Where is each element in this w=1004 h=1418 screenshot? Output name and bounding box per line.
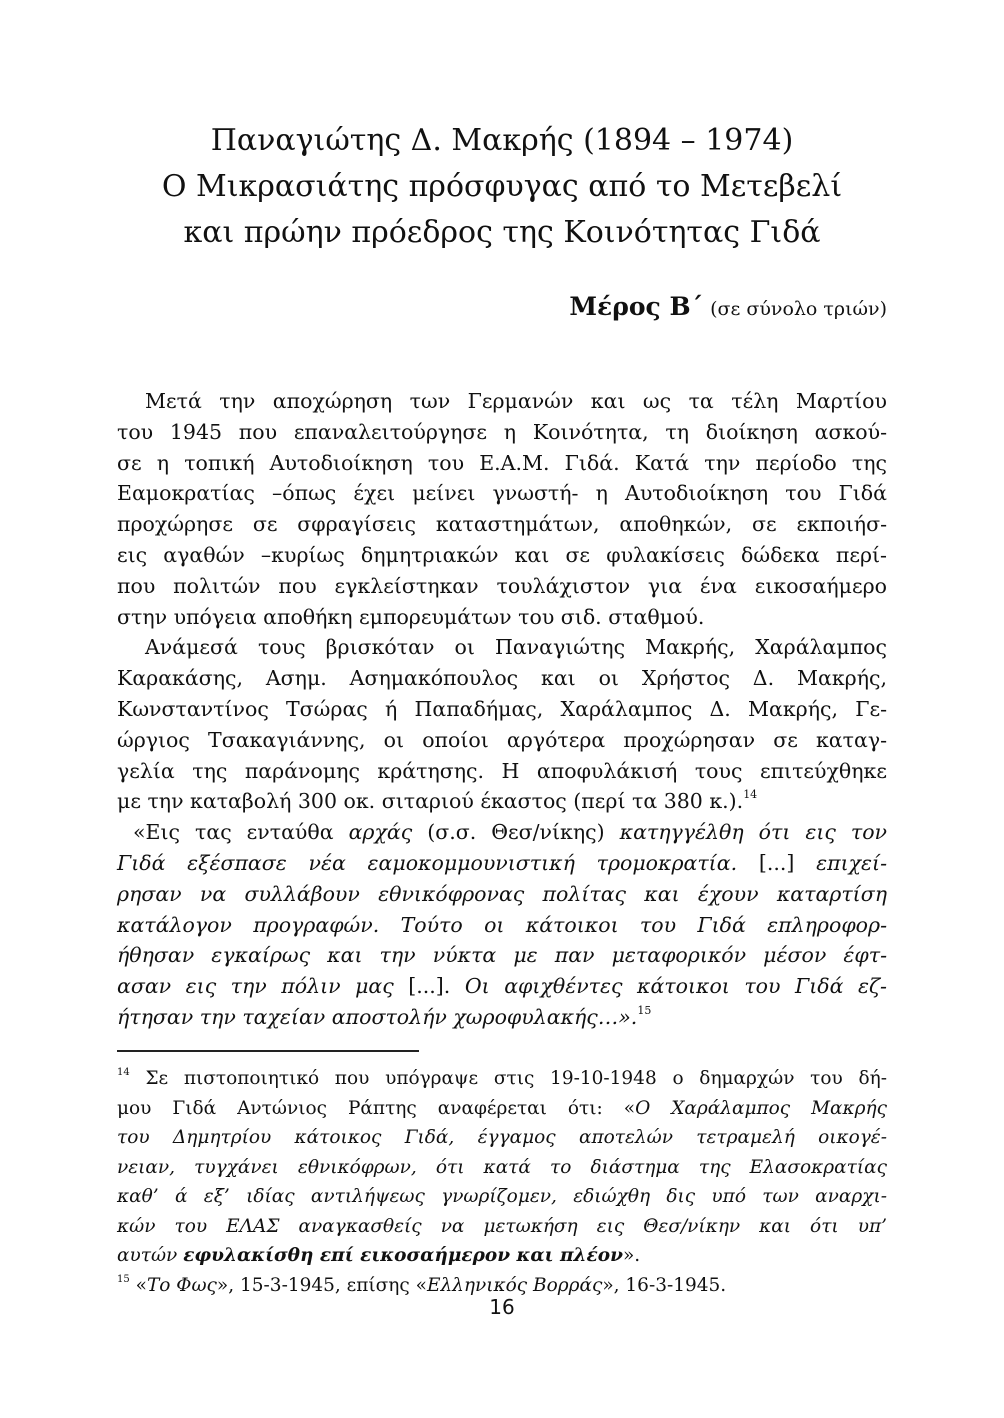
text-line [117,1153,887,1183]
text-segment: εφυλακίσθη επί εικοσαήμερον και πλέον [183,1245,623,1266]
text-line: του 1945 που επαναλειτούργησε η Κοινότητα, τη διοίκηση ασκού- [117,419,887,444]
text-segment: ρησαν να συλλάβουν εθνικόφρονας πολίτας και έχουν καταρτίση [117,881,887,906]
text-line [117,879,887,910]
page-number: 16 [489,1295,515,1319]
text-line [117,1212,887,1242]
text-segment: », 15-3-1945, επίσης « [216,1274,427,1296]
part-heading [569,292,887,321]
text-line [117,1182,887,1212]
text-segment: « [129,1274,147,1296]
text-segment: ήτησαν την ταχείαν αποστολήν χωροφυλακής…». [117,1004,638,1029]
text-line: εις αγαθών –κυρίως δημητριακών και σε φυλακίσεις δώδεκα περί- [117,542,887,567]
footnote-ref-15[interactable]: 15 [637,1003,652,1017]
text-line [117,786,887,817]
text-segment: ». [622,1245,641,1266]
text-segment: με την καταβολή 300 οκ. σιταριού έκαστος (περί τα 380 κ.). [117,789,744,814]
text-line [117,910,887,941]
text-segment: Σε πιστοποιητικό που υπόγραψε στις 19-10-1948 ο δημαρχών του δή- [129,1068,887,1089]
text-line: που πολιτών που εγκλείστηκαν τουλάχιστον για ένα εικοσαήμερο [117,573,887,598]
footnote-ref-14[interactable]: 14 [743,788,758,802]
text-line [117,1123,887,1153]
footnotes [117,1064,887,1300]
text-segment: », 16-3-1945. [602,1274,727,1296]
footnote-separator [117,1050,419,1052]
text-segment: του Δημητρίου κάτοικος Γιδά, έγγαμος αποτελών τετραμελή οικογέ- [117,1127,887,1148]
text-line [117,848,887,879]
text-segment: ήθησαν εγκαίρως και την νύκτα με παν μεταφορικόν μέσον έφτ- [117,943,887,968]
text-segment: «Εις τας ενταύθα [133,820,349,845]
text-segment: μου Γιδά Αντώνιος Ράπτης αναφέρεται ότι: « [117,1097,636,1119]
part-note: (σε σύνολο τριών) [710,298,887,320]
text-line [117,940,887,971]
text-segment: Οι αφιχθέντες κάτοικοι του Γιδά εζ- [464,974,887,999]
text-segment: [...]. [393,974,465,999]
text-segment: ασαν εις την πόλιν μας [117,974,394,999]
text-line: Κωνσταντίνος Τσώρας ή Παπαδήμας, Χαράλαμπος Δ. Μακρής, Γε- [117,696,887,721]
title-line-2: Ο Μικρασιάτης πρόσφυγας από το Μετεβελί [161,169,843,204]
text-segment: Ελληνικός Βορράς [426,1274,603,1296]
text-segment: κατηγγέλθη ότι εις τον [619,820,888,845]
text-segment: κών του ΕΛΑΣ αναγκασθείς να μετωκήση εις Θεσ/νίκην και ότι υπ’ [117,1215,887,1237]
text-segment: Ο Χαράλαμπος Μακρής [635,1097,887,1119]
text-line: προχώρησε σε σφραγίσεις καταστημάτων, αποθηκών, σε εκποιήσ- [117,512,887,537]
article-title [0,118,1004,256]
text-line: σε η τοπική Αυτοδιοίκηση του Ε.Α.Μ. Γιδά. Κατά την περίοδο της [117,450,887,475]
text-segment: (σ.σ. Θεσ/νίκης) [412,820,620,845]
text-segment: αρχάς [348,820,413,845]
text-line: Ανάμεσά τους βρισκόταν οι Παναγιώτης Μακρής, Χαράλαμπος [145,635,887,660]
footnote-number: 14 [117,1067,130,1078]
quote-paragraph [117,817,887,1033]
text-segment: νειαν, τυγχάνει εθνικόφρων, ότι κατά το διάστημα της Ελασοκρατίας [117,1156,887,1178]
text-line: στην υπόγεια αποθήκη εμπορευμάτων του σιδ. σταθμού. [117,604,705,629]
main-text [117,386,887,1033]
title-line-1: Παναγιώτης Δ. Μακρής (1894 – 1974) [210,123,794,158]
text-segment: [...] [737,850,817,875]
text-segment: Γιδά εξέσπασε νέα εαμοκομμουνιστική τρομοκρατία. [117,850,738,875]
text-line [117,971,887,1002]
text-segment: αυτών [117,1245,184,1266]
text-line [117,1064,887,1094]
text-segment: καθ’ ά εξ’ ιδίας αντιλήψεως γνωρίζομεν, εδιώχθη δις υπό των αναρχι- [117,1186,887,1207]
text-line [117,1094,887,1124]
text-segment: κατάλογον προγραφών. Τούτο οι κάτοικοι του Γιδά επληροφορ- [117,912,887,937]
text-line: ώργιος Τσακαγιάννης, οι οποίοι αργότερα προχώρησαν σε καταγ- [117,727,887,752]
text-segment: Το Φως [146,1274,217,1296]
paragraph-2 [117,632,887,817]
paragraph-1 [117,386,887,632]
footnote-number: 15 [117,1273,130,1285]
text-line: γελία της παράνομης κράτησης. Η αποφυλάκισή τους επιτεύχθηκε [117,758,887,783]
part-label: Μέρος Β΄ [569,292,704,321]
text-line [117,817,887,848]
text-segment: επιχεί- [816,850,887,875]
footnote-14 [117,1064,887,1271]
text-line [117,1241,887,1271]
text-line: Εαμοκρατίας –όπως έχει μείνει γνωστή- η Αυτοδιοίκηση του Γιδά [117,481,887,506]
text-line: Μετά την αποχώρηση των Γερμανών και ως τα τέλη Μαρτίου [145,389,887,413]
text-line: Καρακάσης, Ασημ. Ασημακόπουλος και οι Χρήστος Δ. Μακρής, [117,666,887,691]
text-line [117,1002,887,1033]
title-line-3: και πρώην πρόεδρος της Κοινότητας Γιδά [183,215,821,250]
